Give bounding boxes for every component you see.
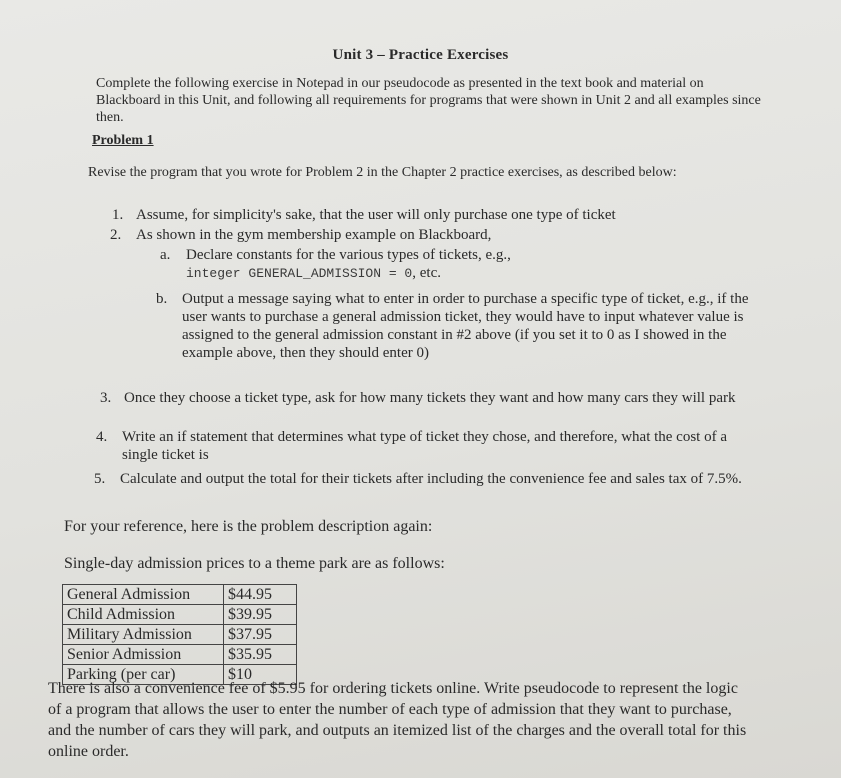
step-number: 5.	[94, 471, 106, 487]
step-number: 2.	[110, 227, 122, 243]
code-snippet: integer GENERAL_ADMISSION = 0	[186, 266, 413, 281]
ticket-type: Parking (per car)	[63, 665, 224, 685]
ticket-type: General Admission	[63, 585, 224, 605]
intro-paragraph: Complete the following exercise in Notepad in our pseudocode as presented in the text book and material on Blackboard in this Unit, and following all requirements for programs that were shown in Unit 2 and all examples since then.	[96, 76, 761, 125]
substep-text: Output a message saying what to enter in order to purchase a specific type of ticket, e.g., if the user wants to purchase a general admission ticket, they would have to input whatever value is assigned to the general admission constant in #2 above (if you set it to 0 as I showed in the example above, then they should enter 0)	[182, 291, 749, 361]
problem-heading: Problem 1	[92, 133, 154, 148]
ticket-type: Military Admission	[63, 625, 224, 645]
ticket-type: Senior Admission	[63, 645, 224, 665]
step-number: 3.	[100, 390, 112, 406]
ticket-type: Child Admission	[63, 605, 224, 625]
ticket-price: $39.95	[224, 605, 297, 625]
table-row	[63, 645, 297, 665]
table-row	[63, 605, 297, 625]
step-number: 1.	[112, 207, 124, 223]
revise-paragraph: Revise the program that you wrote for Problem 2 in the Chapter 2 practice exercises, as described below:	[88, 165, 677, 180]
step-text: Calculate and output the total for their tickets after including the convenience fee and sales tax of 7.5%.	[120, 471, 742, 487]
page-title: Unit 3 – Practice Exercises	[332, 47, 509, 63]
table-row	[63, 625, 297, 645]
substep-label: b.	[156, 291, 168, 307]
step-text: Write an if statement that determines what type of ticket they chose, and therefore, what the cost of a single ticket is	[122, 429, 728, 463]
step-text: Assume, for simplicity's sake, that the user will only purchase one type of ticket	[136, 207, 616, 223]
reference-line: For your reference, here is the problem description again:	[64, 518, 433, 535]
step-text: As shown in the gym membership example on Blackboard,	[136, 227, 492, 243]
table-row	[63, 585, 297, 605]
substep-label: a.	[160, 247, 171, 263]
closing-paragraph: There is also a convenience fee of $5.95 for ordering tickets online. Write pseudocode to represent the logic of a program that allows the user to enter the number of each type of admission that they want to purchase, and the number of cars they will park, and outputs an itemized list of the charges and the overall total for this online order.	[48, 680, 747, 760]
ticket-price: $10	[224, 665, 297, 685]
step-text: Once they choose a ticket type, ask for how many tickets they want and how many cars they will park	[124, 390, 736, 406]
prices-intro: Single-day admission prices to a theme park are as follows:	[64, 555, 445, 572]
ticket-price: $44.95	[224, 585, 297, 605]
price-table	[62, 584, 297, 685]
substep-text: Declare constants for the various types of tickets, e.g.,	[186, 247, 511, 263]
ticket-price: $35.95	[224, 645, 297, 665]
code-suffix: , etc.	[412, 265, 441, 281]
step-number: 4.	[96, 429, 108, 445]
ticket-price: $37.95	[224, 625, 297, 645]
